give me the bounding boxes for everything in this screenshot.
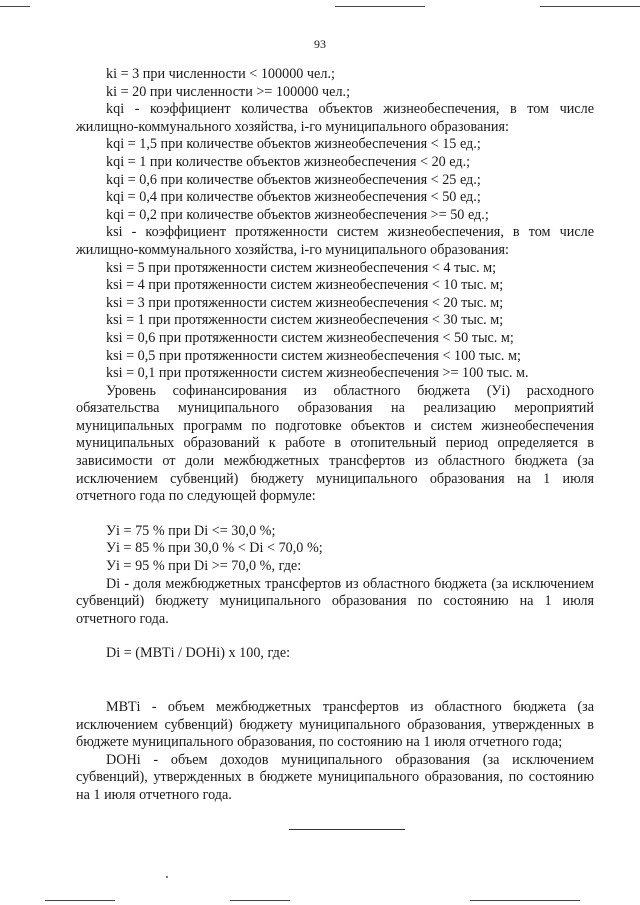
- dohi-definition: DОНi - объем доходов муниципального образования (за исключением субвенций), утвержденных в бюджете муниципального образования, по состоянию на 1 июля отчетного года.: [76, 751, 594, 803]
- scan-speck: [166, 876, 168, 878]
- ksi-item: ksi = 5 при протяженности систем жизнеобеспечения < 4 тыс. м;: [106, 259, 497, 276]
- yi-item: Уi = 85 % при 30,0 % < Di < 70,0 %;: [106, 540, 323, 557]
- ksi-item: ksi = 3 при протяженности систем жизнеобеспечения < 20 тыс. м;: [106, 294, 504, 311]
- mbti-definition: МВТi - объем межбюджетных трансфертов из областного бюджета (за исключением субвенций) бюджету муниципального образования, утвержденных в бюджете муниципального образования, по состоянию на 1 июля отчетного года;: [76, 699, 594, 751]
- page-number: 93: [314, 37, 326, 51]
- kqi-item: kqi = 1 при количестве объектов жизнеобеспечения < 20 ед.;: [106, 153, 471, 170]
- yi-item: Уi = 75 % при Di <= 30,0 %;: [106, 522, 276, 539]
- kqi-item: kqi = 0,4 при количестве объектов жизнеобеспечения < 50 ед.;: [106, 189, 481, 206]
- kqi-item: kqi = 0,2 при количестве объектов жизнеобеспечения >= 50 ед.;: [106, 206, 489, 223]
- ki-line-1: ki = 3 при численности < 100000 чел.;: [106, 66, 335, 82]
- ksi-item: ksi = 0,6 при протяженности систем жизнеобеспечения < 50 тыс. м;: [106, 329, 514, 346]
- top-scan-line-left: [0, 6, 30, 7]
- bottom-scan-line-left: [45, 900, 115, 901]
- kqi-item: kqi = 0,6 при количестве объектов жизнеобеспечения < 25 ед.;: [106, 171, 481, 188]
- top-scan-line-middle: [335, 6, 425, 7]
- kqi-item: kqi = 1,5 при количестве объектов жизнеобеспечения < 15 ед.;: [106, 136, 481, 153]
- level-paragraph: Уровень софинансирования из областного бюджета (Уi) расходного обязательства муниципального образования на реализацию мероприятий муниципальных программ по подготовке объектов и систем жизнеобеспечения муниципальных образований к работе в отопительный период определяется в зависимости от доли межбюджетных трансфертов из областного бюджета (за исключением субвенций) бюджету муниципального образования на 1 июля отчетного года по следующей формуле:: [76, 382, 594, 505]
- document-body: [76, 66, 594, 805]
- ksi-item: ksi = 4 при протяженности систем жизнеобеспечения < 10 тыс. м;: [106, 277, 504, 294]
- yi-item: Уi = 95 % при Di >= 70,0 %, где:: [106, 558, 302, 575]
- kqi-definition: kqi - коэффициент количества объектов жизнеобеспечения, в том числе жилищно-коммунального хозяйства, i-го муниципального образования:: [76, 101, 594, 135]
- ki-line-2: ki = 20 при численности >= 100000 чел.;: [106, 83, 351, 100]
- spacer: [76, 628, 594, 645]
- di-formula: Di = (МВТi / DОНi) х 100, где:: [106, 645, 291, 662]
- ksi-item: ksi = 0,5 при протяженности систем жизнеобеспечения < 100 тыс. м;: [106, 347, 521, 364]
- spacer: [76, 506, 594, 523]
- spacer: [76, 663, 594, 681]
- ksi-definition: ksi - коэффициент протяженности систем жизнеобеспечения, в том числе жилищно-коммунального хозяйства, i-го муниципального образования:: [76, 224, 594, 258]
- closing-rule: [289, 829, 405, 830]
- bottom-scan-line-right: [470, 900, 580, 901]
- top-scan-line-right: [540, 6, 640, 7]
- bottom-scan-line-middle: [230, 900, 290, 901]
- di-definition: Di - доля межбюджетных трансфертов из областного бюджета (за исключением субвенций) бюджету муниципального образования по состоянию на 1 июля отчетного года.: [76, 575, 594, 627]
- spacer: [76, 681, 594, 699]
- ksi-item: ksi = 1 при протяженности систем жизнеобеспечения < 30 тыс. м;: [106, 312, 504, 329]
- ksi-item: ksi = 0,1 при протяженности систем жизнеобеспечения >= 100 тыс. м.: [106, 365, 529, 382]
